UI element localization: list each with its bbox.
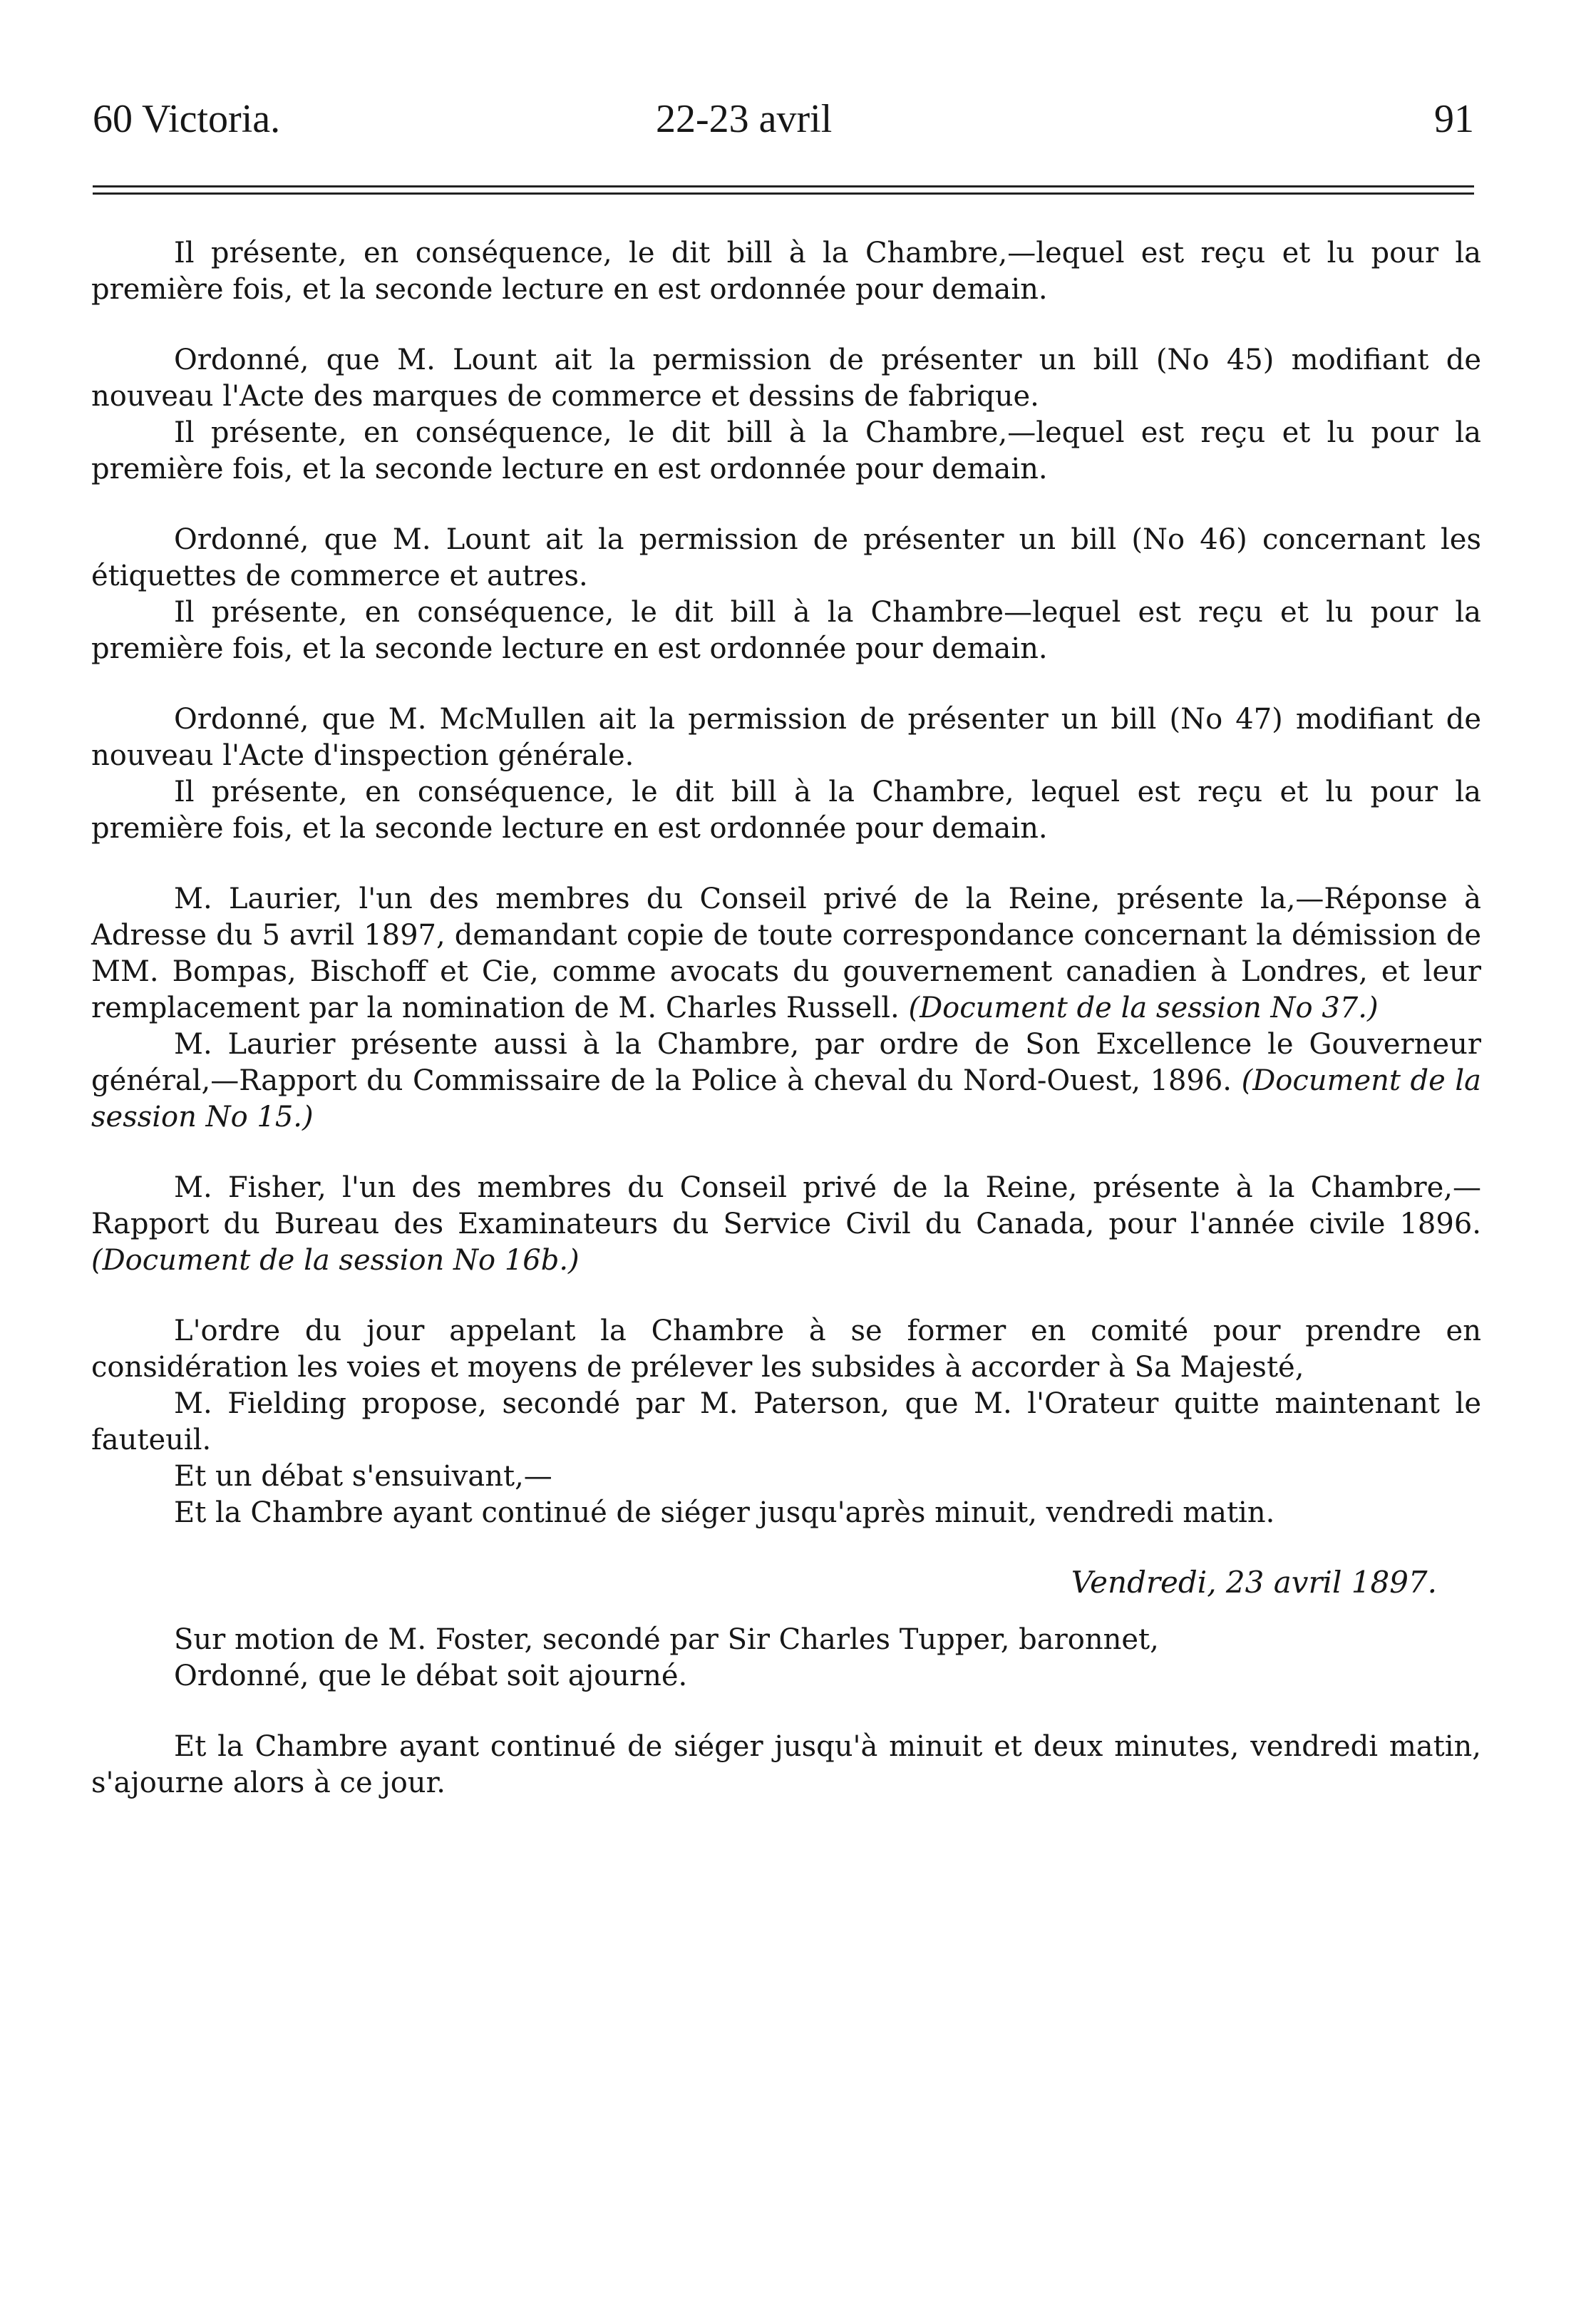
paragraph: Il présente, en conséquence, le dit bill à la Chambre,—lequel est reçu et lu pour la première fois, et la seconde lecture en est ordonnée pour demain.	[91, 416, 1481, 485]
paragraph-text: M. Laurier présente aussi à la Chambre, par ordre de Son Excellence le Gouverneur général,—Rapport du Commissaire de la Police à cheval du Nord-Ouest, 1896.	[91, 1028, 1481, 1097]
page-header	[93, 94, 1474, 144]
header-session: 60 Victoria.	[93, 97, 281, 141]
paragraph: Et un débat s'ensuivant,—	[174, 1460, 552, 1493]
paragraph	[91, 1170, 1481, 1279]
paragraph-text: M. Fisher, l'un des membres du Conseil privé de la Reine, présente à la Chambre,—Rapport du Bureau des Examinateurs du Service Civil du Canada, pour l'année civile 1896.	[91, 1171, 1481, 1240]
paragraph-text: M. Laurier, l'un des membres du Conseil privé de la Reine, présente la,—Réponse à Adresse du 5 avril 1897, demandant copie de toute correspondance concernant la démission de MM. Bompas, Bischoff et Cie, comme avocats du gouvernement canadien à Londres, et leur remplacement par la nomination de M. Charles Russell.	[91, 883, 1481, 1024]
paragraph: Il présente, en conséquence, le dit bill à la Chambre—lequel est reçu et lu pour la première fois, et la seconde lecture en est ordonnée pour demain.	[91, 596, 1481, 665]
paragraph: Il présente, en conséquence, le dit bill à la Chambre,—lequel est reçu et lu pour la première fois, et la seconde lecture en est ordonnée pour demain.	[91, 237, 1481, 306]
document-reference: (Document de la session No 16b.)	[91, 1244, 580, 1277]
paragraph: Ordonné, que M. Lount ait la permission de présenter un bill (No 45) modifiant de nouveau l'Acte des marques de commerce et dessins de fabrique.	[91, 344, 1481, 413]
paragraph: Et la Chambre ayant continué de siéger jusqu'à minuit et deux minutes, vendredi matin, s'ajourne alors à ce jour.	[91, 1730, 1481, 1799]
document-reference: (Document de la session No 37.)	[908, 992, 1379, 1024]
paragraph: Et la Chambre ayant continué de siéger jusqu'après minuit, vendredi matin.	[174, 1496, 1275, 1529]
paragraph: Ordonné, que M. Lount ait la permission de présenter un bill (No 46) concernant les étiquettes de commerce et autres.	[91, 523, 1481, 592]
paragraph: M. Fielding propose, secondé par M. Paterson, que M. l'Orateur quitte maintenant le fauteuil.	[91, 1387, 1481, 1456]
paragraph: Ordonné, que M. McMullen ait la permission de présenter un bill (No 47) modifiant de nouveau l'Acte d'inspection générale.	[91, 703, 1481, 772]
header-rule-top	[93, 185, 1474, 187]
paragraph	[91, 1027, 1481, 1136]
paragraph: Il présente, en conséquence, le dit bill à la Chambre, lequel est reçu et lu pour la première fois, et la seconde lecture en est ordonnée pour demain.	[91, 776, 1481, 845]
date-heading: Vendredi, 23 avril 1897.	[1071, 1565, 1437, 1600]
document-body	[91, 235, 1481, 1801]
header-date: 22-23 avril	[656, 97, 833, 141]
document-reference: (Document de la session No 15.)	[91, 1064, 1481, 1133]
paragraph: L'ordre du jour appelant la Chambre à se former en comité pour prendre en considération les voies et moyens de prélever les subsides à accorder à Sa Majesté,	[91, 1315, 1481, 1384]
header-rule-bottom	[93, 192, 1474, 195]
page-number: 91	[1434, 97, 1474, 141]
paragraph	[91, 881, 1481, 1027]
paragraph: Ordonné, que le débat soit ajourné.	[174, 1660, 688, 1692]
paragraph: Sur motion de M. Foster, secondé par Sir Charles Tupper, baronnet,	[174, 1623, 1159, 1656]
